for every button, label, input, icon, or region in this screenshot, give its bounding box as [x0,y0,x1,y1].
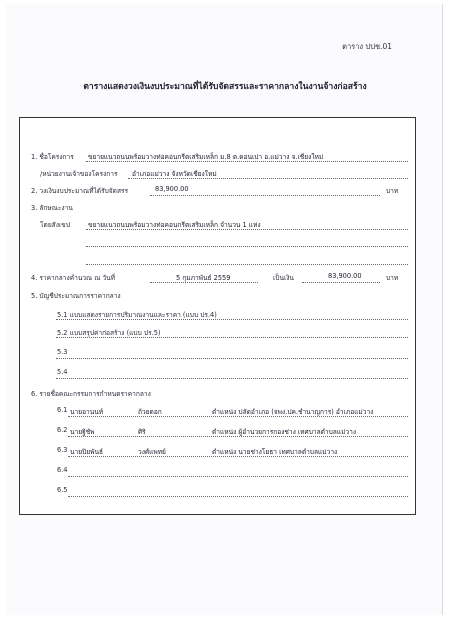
calc-amount-line [302,282,380,283]
calc-amount-unit: บาท [386,274,399,282]
budget-value: 83,900.00 [155,185,189,193]
calc-date-value: 5 กุมภาพันธ์ 2559 [176,274,231,282]
member-number: 6.5 [57,486,68,494]
budget-label: 2. วงเงินงบประมาณที่ได้รับจัดสรร [31,187,129,195]
member-first-name: นายอานนท์ [70,408,104,416]
project-name-label: 1. ชื่อโครงการ [31,153,74,161]
member-last-name: วงศ์แพทย์ [138,448,166,456]
member-line [68,456,408,457]
budget-line [150,195,380,196]
member-position: ตำแหน่ง ผู้อำนวยการกองช่าง เทศบาลตำบลแม่วาง [212,428,357,436]
member-first-name: นายปิยพันธ์ [70,448,104,456]
calc-date-line [150,282,258,283]
work-summary-line-3 [86,264,408,265]
price-list-dotline [56,378,408,379]
member-number: 6.4 [57,466,68,474]
price-list-line: 5.1 แบบแสดงรายการปริมาณงานและราคา (แบบ ปร.4) [57,311,217,319]
member-first-name: นายฐิชัพ [70,428,95,436]
price-list-label: 5. บัญชีประมาณการราคากลาง [31,292,121,300]
price-list-line: 5.2 แบบสรุปค่าก่อสร้าง (แบบ ปร.5) [57,329,161,337]
agency-value: อำเภอแม่วาง จังหวัดเชียงใหม่ [132,170,217,178]
member-line [68,476,408,477]
member-line [68,496,408,497]
member-number: 6.3 [57,446,68,454]
member-last-name: ศิริ [138,428,146,436]
work-type-label: 3. ลักษณะงาน [31,204,73,212]
committee-label: 6. รายชื่อคณะกรรมการกำหนดราคากลาง [31,390,151,398]
agency-label: /หน่วยงานเจ้าของโครงการ [40,170,118,178]
work-summary-line-1 [86,229,408,230]
member-number: 6.2 [57,426,68,434]
price-list-line: 5.4 [57,368,68,376]
calc-amount-value: 83,900.00 [328,272,362,280]
agency-line [128,178,408,179]
member-last-name: ถ้วยดอก [138,408,162,416]
price-list-dotline [56,337,408,338]
calc-amount-label: เป็นเงิน [273,274,294,282]
form-title: ตารางแสดงวงเงินงบประมาณที่ได้รับจัดสรรและราคากลางในงานจ้างก่อสร้าง [83,82,367,92]
work-summary-label: โดยสังเขป [40,221,70,229]
member-line [68,416,408,417]
price-list-dotline [56,358,408,359]
calc-date-label: 4. ราคากลางคำนวณ ณ วันที่ [31,274,116,282]
member-line [68,436,408,437]
member-number: 6.1 [57,406,68,414]
member-position: ตำแหน่ง นายช่างโยธา เทศบาลตำบลแม่วาง [212,448,338,456]
project-name-line [86,161,408,162]
price-list-line: 5.3 [57,348,68,356]
project-name-value: ขยายแนวถนนพร้อมวางท่อคอนกรีตเสริมเหล็ก ม.8 ต.ดอนเปา อ.แม่วาง จ.เชียงใหม่ [88,153,324,161]
form-code: ตาราง ปปช.01 [342,42,392,51]
budget-unit: บาท [386,187,399,195]
member-position: ตำแหน่ง ปลัดอำเภอ (จพง.ปค.ชำนาญการ) อำเภอแม่วาง [212,408,374,416]
price-list-dotline [56,319,408,320]
work-summary-line-2 [86,246,408,247]
work-summary-value: ขยายแนวถนนพร้อมวางท่อคอนกรีตเสริมเหล็ก จำนวน 1 แห่ง [88,221,261,229]
